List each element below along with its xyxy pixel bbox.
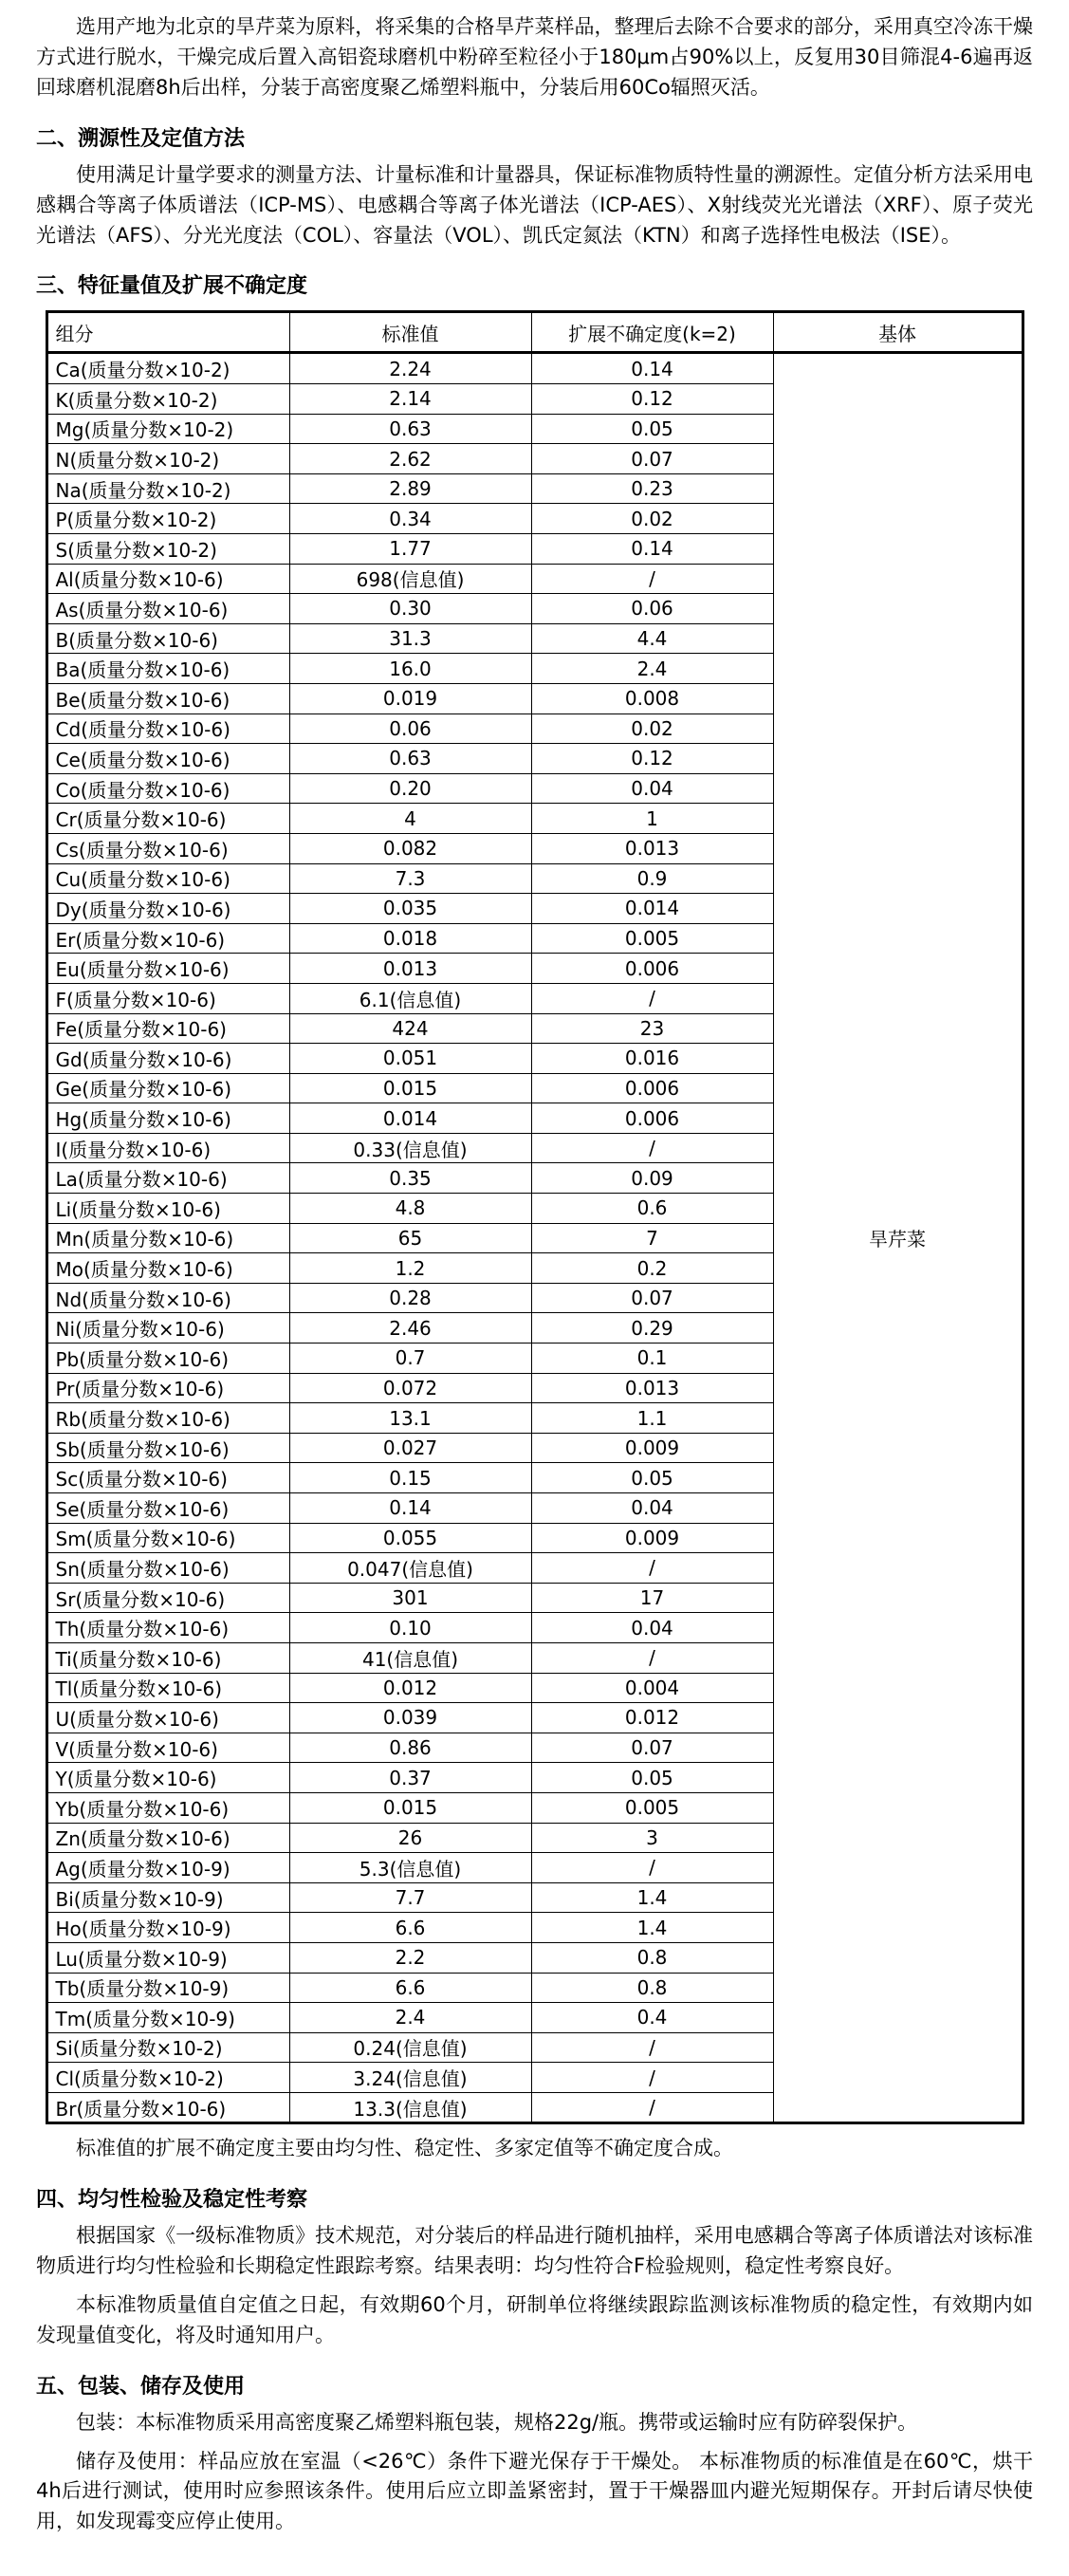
uncertainty-cell: 0.05 <box>531 1763 773 1793</box>
component-cell: Tl(质量分数×10-6) <box>46 1673 289 1703</box>
packaging-paragraph: 包装：本标准物质采用高密度聚乙烯塑料瓶包装，规格22g/瓶。携带或运输时应有防碎裂保护。 <box>76 2410 918 2434</box>
uncertainty-cell: 0.006 <box>531 1073 773 1103</box>
uncertainty-cell: 0.9 <box>531 863 773 894</box>
standard-value-cell: 2.4 <box>289 2003 531 2033</box>
component-cell: Sb(质量分数×10-6) <box>46 1433 289 1463</box>
component-cell: Cr(质量分数×10-6) <box>46 804 289 834</box>
component-cell: Ho(质量分数×10-9) <box>46 1913 289 1943</box>
standard-value-cell: 0.34 <box>289 504 531 534</box>
standard-value-cell: 0.051 <box>289 1044 531 1074</box>
standard-value-cell: 2.2 <box>289 1942 531 1973</box>
section-heading-traceability: 二、溯源性及定值方法 <box>36 126 246 151</box>
component-cell: Cu(质量分数×10-6) <box>46 863 289 894</box>
uncertainty-cell: 0.06 <box>531 594 773 624</box>
uncertainty-cell: 0.006 <box>531 1103 773 1134</box>
component-cell: Si(质量分数×10-2) <box>46 2032 289 2063</box>
component-cell: Al(质量分数×10-6) <box>46 564 289 594</box>
component-cell: Tm(质量分数×10-9) <box>46 2003 289 2033</box>
uncertainty-cell: 0.05 <box>531 1463 773 1493</box>
component-cell: Ce(质量分数×10-6) <box>46 744 289 774</box>
component-cell: Br(质量分数×10-6) <box>46 2092 289 2123</box>
standard-value-cell: 0.019 <box>289 683 531 713</box>
component-cell: Y(质量分数×10-6) <box>46 1763 289 1793</box>
standard-value-cell: 6.6 <box>289 1973 531 2003</box>
uncertainty-cell: 0.04 <box>531 1493 773 1524</box>
standard-value-cell: 424 <box>289 1013 531 1044</box>
component-cell: F(质量分数×10-6) <box>46 983 289 1013</box>
component-cell: U(质量分数×10-6) <box>46 1703 289 1733</box>
component-cell: Rb(质量分数×10-6) <box>46 1403 289 1434</box>
standard-value-cell: 0.06 <box>289 713 531 744</box>
standard-value-cell: 13.3(信息值) <box>289 2092 531 2123</box>
standard-value-cell: 0.63 <box>289 414 531 444</box>
standard-value-cell: 6.6 <box>289 1913 531 1943</box>
traceability-paragraph: 使用满足计量学要求的测量方法、计量标准和计量器具，保证标准物质特性量的溯源性。定值分析方法采用电感耦合等离子体质谱法（ICP-MS）、电感耦合等离子体光谱法（ICP-AES）、X射线荧光光谱法（XRF）、原子荧光光谱法（AFS）、分光光度法（COL）、容量法（VOL）、凯氏定氮法（KTN）和离子选择性电极法（ISE）。 <box>36 162 1033 247</box>
uncertainty-cell: 0.12 <box>531 384 773 415</box>
standard-value-cell: 41(信息值) <box>289 1642 531 1673</box>
uncertainty-cell: 0.29 <box>531 1313 773 1344</box>
component-cell: Cs(质量分数×10-6) <box>46 833 289 863</box>
component-cell: Ge(质量分数×10-6) <box>46 1073 289 1103</box>
component-cell: Bi(质量分数×10-9) <box>46 1882 289 1913</box>
standard-value-cell: 0.28 <box>289 1283 531 1313</box>
standard-value-cell: 6.1(信息值) <box>289 983 531 1013</box>
standard-value-cell: 3.24(信息值) <box>289 2063 531 2093</box>
component-cell: As(质量分数×10-6) <box>46 594 289 624</box>
standard-value-cell: 4.8 <box>289 1194 531 1224</box>
component-cell: I(质量分数×10-6) <box>46 1133 289 1163</box>
uncertainty-cell: / <box>531 1853 773 1883</box>
standard-value-cell: 65 <box>289 1223 531 1253</box>
standard-value-cell: 0.082 <box>289 833 531 863</box>
component-cell: Eu(质量分数×10-6) <box>46 954 289 984</box>
uncertainty-cell: 0.14 <box>531 353 773 384</box>
header-component: 组分 <box>46 312 289 353</box>
component-cell: K(质量分数×10-2) <box>46 384 289 415</box>
uncertainty-cell: 7 <box>531 1223 773 1253</box>
component-cell: Mn(质量分数×10-6) <box>46 1223 289 1253</box>
component-cell: Li(质量分数×10-6) <box>46 1194 289 1224</box>
header-expanded-uncertainty: 扩展不确定度(k=2) <box>531 312 773 353</box>
table-body <box>46 353 1023 2123</box>
standard-value-cell: 0.015 <box>289 1792 531 1823</box>
uncertainty-cell: 0.04 <box>531 1613 773 1643</box>
component-cell: Er(质量分数×10-6) <box>46 923 289 954</box>
uncertainty-cell: 0.02 <box>531 504 773 534</box>
standard-value-cell: 0.047(信息值) <box>289 1553 531 1584</box>
uncertainty-cell: 23 <box>531 1013 773 1044</box>
standard-value-cell: 7.7 <box>289 1882 531 1913</box>
component-cell: Nd(质量分数×10-6) <box>46 1283 289 1313</box>
uncertainty-cell: 0.005 <box>531 923 773 954</box>
component-cell: Co(质量分数×10-6) <box>46 773 289 804</box>
standard-value-cell: 0.20 <box>289 773 531 804</box>
table-header-row <box>46 312 1023 353</box>
standard-value-cell: 0.013 <box>289 954 531 984</box>
standard-value-cell: 0.10 <box>289 1613 531 1643</box>
component-cell: Pb(质量分数×10-6) <box>46 1344 289 1374</box>
component-cell: Yb(质量分数×10-6) <box>46 1792 289 1823</box>
component-cell: Ag(质量分数×10-9) <box>46 1853 289 1883</box>
component-cell: Cd(质量分数×10-6) <box>46 713 289 744</box>
component-cell: Ti(质量分数×10-6) <box>46 1642 289 1673</box>
component-cell: Cl(质量分数×10-2) <box>46 2063 289 2093</box>
uncertainty-cell: 0.013 <box>531 833 773 863</box>
uncertainty-cell: / <box>531 2032 773 2063</box>
uncertainty-cell: 0.07 <box>531 444 773 474</box>
uncertainty-cell: 1.4 <box>531 1882 773 1913</box>
characteristic-values-table <box>46 310 1024 2124</box>
standard-value-cell: 13.1 <box>289 1403 531 1434</box>
component-cell: Se(质量分数×10-6) <box>46 1493 289 1524</box>
standard-value-cell: 0.63 <box>289 744 531 774</box>
standard-value-cell: 0.072 <box>289 1373 531 1403</box>
uncertainty-cell: 0.02 <box>531 713 773 744</box>
component-cell: P(质量分数×10-2) <box>46 504 289 534</box>
uncertainty-cell: / <box>531 2063 773 2093</box>
component-cell: Be(质量分数×10-6) <box>46 683 289 713</box>
component-cell: Ba(质量分数×10-6) <box>46 654 289 684</box>
uncertainty-cell: 0.014 <box>531 894 773 924</box>
standard-value-cell: 31.3 <box>289 623 531 654</box>
uncertainty-note: 标准值的扩展不确定度主要由均匀性、稳定性、多家定值等不确定度合成。 <box>76 2137 733 2160</box>
component-cell: Tb(质量分数×10-9) <box>46 1973 289 2003</box>
standard-value-cell: 26 <box>289 1823 531 1853</box>
uncertainty-cell: / <box>531 983 773 1013</box>
component-cell: Mg(质量分数×10-2) <box>46 414 289 444</box>
matrix-cell: 旱芹菜 <box>773 353 1023 2123</box>
standard-value-cell: 0.14 <box>289 1493 531 1524</box>
uncertainty-cell: 1.1 <box>531 1403 773 1434</box>
uncertainty-cell: 0.1 <box>531 1344 773 1374</box>
uncertainty-cell: 0.013 <box>531 1373 773 1403</box>
component-cell: La(质量分数×10-6) <box>46 1163 289 1194</box>
component-cell: Mo(质量分数×10-6) <box>46 1253 289 1284</box>
standard-value-cell: 0.30 <box>289 594 531 624</box>
header-matrix: 基体 <box>773 312 1023 353</box>
standard-value-cell: 698(信息值) <box>289 564 531 594</box>
standard-value-cell: 2.24 <box>289 353 531 384</box>
standard-value-cell: 4 <box>289 804 531 834</box>
homogeneity-paragraph-2: 本标准物质量值自定值之日起，有效期60个月，研制单位将继续跟踪监测该标准物质的稳定性，有效期内如发现量值变化，将及时通知用户。 <box>36 2292 1033 2346</box>
standard-value-cell: 0.35 <box>289 1163 531 1194</box>
standard-value-cell: 0.055 <box>289 1523 531 1553</box>
uncertainty-cell: 0.4 <box>531 2003 773 2033</box>
standard-value-cell: 0.035 <box>289 894 531 924</box>
homogeneity-paragraph-1: 根据国家《一级标准物质》技术规范，对分装后的样品进行随机抽样，采用电感耦合等离子体质谱法对该标准物质进行均匀性检验和长期稳定性跟踪考察。结果表明：均匀性符合F检验规则，稳定性考察良好。 <box>36 2223 1033 2277</box>
standard-value-cell: 2.14 <box>289 384 531 415</box>
uncertainty-cell: 0.009 <box>531 1523 773 1553</box>
standard-value-cell: 0.018 <box>289 923 531 954</box>
uncertainty-cell: 0.04 <box>531 773 773 804</box>
component-cell: N(质量分数×10-2) <box>46 444 289 474</box>
uncertainty-cell: 3 <box>531 1823 773 1853</box>
uncertainty-cell: 0.14 <box>531 534 773 565</box>
table-row <box>46 353 1023 384</box>
component-cell: Ni(质量分数×10-6) <box>46 1313 289 1344</box>
component-cell: Zn(质量分数×10-6) <box>46 1823 289 1853</box>
uncertainty-cell: / <box>531 564 773 594</box>
section-heading-characteristic-values: 三、特征量值及扩展不确定度 <box>36 274 308 299</box>
component-cell: Pr(质量分数×10-6) <box>46 1373 289 1403</box>
standard-value-cell: 0.039 <box>289 1703 531 1733</box>
standard-value-cell: 0.24(信息值) <box>289 2032 531 2063</box>
uncertainty-cell: 0.6 <box>531 1194 773 1224</box>
uncertainty-cell: 0.005 <box>531 1792 773 1823</box>
uncertainty-cell: 2.4 <box>531 654 773 684</box>
uncertainty-cell: 0.008 <box>531 683 773 713</box>
uncertainty-cell: 0.8 <box>531 1973 773 2003</box>
uncertainty-cell: 0.07 <box>531 1283 773 1313</box>
uncertainty-cell: 4.4 <box>531 623 773 654</box>
standard-value-cell: 0.014 <box>289 1103 531 1134</box>
component-cell: Sr(质量分数×10-6) <box>46 1583 289 1613</box>
component-cell: Gd(质量分数×10-6) <box>46 1044 289 1074</box>
standard-value-cell: 0.027 <box>289 1433 531 1463</box>
component-cell: S(质量分数×10-2) <box>46 534 289 565</box>
uncertainty-cell: 1 <box>531 804 773 834</box>
standard-value-cell: 1.2 <box>289 1253 531 1284</box>
component-cell: V(质量分数×10-6) <box>46 1733 289 1763</box>
uncertainty-cell: 0.004 <box>531 1673 773 1703</box>
standard-value-cell: 1.77 <box>289 534 531 565</box>
uncertainty-cell: 0.2 <box>531 1253 773 1284</box>
uncertainty-cell: 0.05 <box>531 414 773 444</box>
uncertainty-cell: / <box>531 1553 773 1584</box>
uncertainty-cell: 0.009 <box>531 1433 773 1463</box>
standard-value-cell: 5.3(信息值) <box>289 1853 531 1883</box>
uncertainty-cell: 0.07 <box>531 1733 773 1763</box>
standard-value-cell: 2.89 <box>289 473 531 504</box>
standard-value-cell: 0.37 <box>289 1763 531 1793</box>
component-cell: Sn(质量分数×10-6) <box>46 1553 289 1584</box>
uncertainty-cell: 0.016 <box>531 1044 773 1074</box>
table-header <box>46 312 1023 353</box>
standard-value-cell: 0.33(信息值) <box>289 1133 531 1163</box>
uncertainty-cell: 0.12 <box>531 744 773 774</box>
uncertainty-cell: / <box>531 1133 773 1163</box>
standard-value-cell: 2.62 <box>289 444 531 474</box>
component-cell: Sm(质量分数×10-6) <box>46 1523 289 1553</box>
uncertainty-cell: 0.012 <box>531 1703 773 1733</box>
component-cell: Fe(质量分数×10-6) <box>46 1013 289 1044</box>
uncertainty-cell: 0.8 <box>531 1942 773 1973</box>
standard-value-cell: 0.15 <box>289 1463 531 1493</box>
standard-value-cell: 0.7 <box>289 1344 531 1374</box>
uncertainty-cell: / <box>531 2092 773 2123</box>
uncertainty-cell: 0.09 <box>531 1163 773 1194</box>
component-cell: Sc(质量分数×10-6) <box>46 1463 289 1493</box>
component-cell: B(质量分数×10-6) <box>46 623 289 654</box>
component-cell: Ca(质量分数×10-2) <box>46 353 289 384</box>
uncertainty-cell: 17 <box>531 1583 773 1613</box>
uncertainty-cell: 0.006 <box>531 954 773 984</box>
standard-value-cell: 7.3 <box>289 863 531 894</box>
standard-value-cell: 0.86 <box>289 1733 531 1763</box>
section-heading-packaging: 五、包装、储存及使用 <box>36 2374 246 2399</box>
standard-value-cell: 0.015 <box>289 1073 531 1103</box>
standard-value-cell: 301 <box>289 1583 531 1613</box>
standard-value-cell: 2.46 <box>289 1313 531 1344</box>
uncertainty-cell: 1.4 <box>531 1913 773 1943</box>
standard-value-cell: 16.0 <box>289 654 531 684</box>
standard-value-cell: 0.012 <box>289 1673 531 1703</box>
section-heading-homogeneity: 四、均匀性检验及稳定性考察 <box>36 2187 308 2212</box>
storage-usage-paragraph: 储存及使用：样品应放在室温（<26℃）条件下避光保存于干燥处。 本标准物质的标准值是在60℃，烘干4h后进行测试，使用时应参照该条件。使用后应立即盖紧密封，置于干燥器皿内避光短期保存。开封后请尽快使用，如发现霉变应停止使用。 <box>36 2449 1033 2533</box>
component-cell: Na(质量分数×10-2) <box>46 473 289 504</box>
component-cell: Hg(质量分数×10-6) <box>46 1103 289 1134</box>
component-cell: Th(质量分数×10-6) <box>46 1613 289 1643</box>
header-standard-value: 标准值 <box>289 312 531 353</box>
uncertainty-cell: 0.23 <box>531 473 773 504</box>
component-cell: Dy(质量分数×10-6) <box>46 894 289 924</box>
intro-paragraph: 选用产地为北京的旱芹菜为原料，将采集的合格旱芹菜样品，整理后去除不合要求的部分，采用真空冷冻干燥方式进行脱水，干燥完成后置入高铝瓷球磨机中粉碎至粒径小于180μm占90%以上，反复用30目筛混4-6遍再返回球磨机混磨8h后出样，分装于高密度聚乙烯塑料瓶中，分装后用60Co辐照灭活。 <box>36 15 1033 99</box>
uncertainty-cell: / <box>531 1642 773 1673</box>
component-cell: Lu(质量分数×10-9) <box>46 1942 289 1973</box>
